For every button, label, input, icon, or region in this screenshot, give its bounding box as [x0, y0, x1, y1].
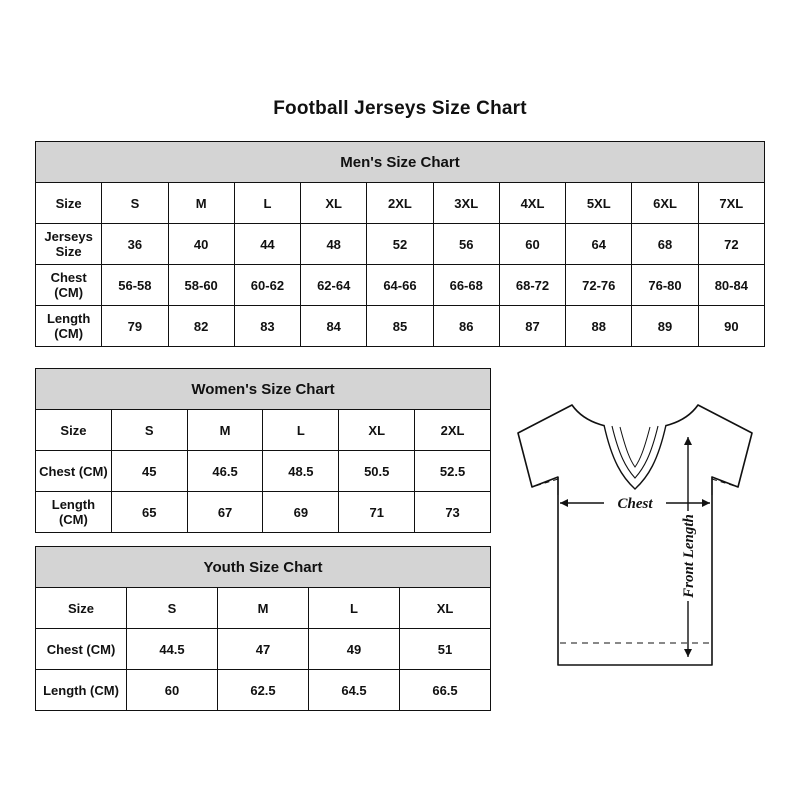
table-cell: 45 — [111, 451, 187, 492]
table-cell: 58-60 — [168, 265, 234, 306]
table-cell: 47 — [218, 629, 309, 670]
table-row — [36, 451, 491, 492]
table-cell: XL — [301, 183, 367, 224]
row-label: Jerseys Size — [36, 224, 102, 265]
table-cell: 72-76 — [566, 265, 632, 306]
table-cell: 82 — [168, 306, 234, 347]
table-cell: S — [102, 183, 168, 224]
table-row — [36, 492, 491, 533]
table-cell: 64 — [566, 224, 632, 265]
table-cell: 48 — [301, 224, 367, 265]
table-cell: 68 — [632, 224, 698, 265]
table-cell: 48.5 — [263, 451, 339, 492]
table-cell: 52.5 — [415, 451, 491, 492]
table-cell: S — [111, 410, 187, 451]
table-cell: 5XL — [566, 183, 632, 224]
table-cell: 60 — [127, 670, 218, 711]
mens-size-table — [35, 141, 765, 347]
table-cell: 40 — [168, 224, 234, 265]
row-label: Chest (CM) — [36, 451, 112, 492]
chest-label: Chest — [617, 496, 653, 512]
table-cell: M — [187, 410, 263, 451]
table-cell: 62.5 — [218, 670, 309, 711]
table-cell: 66.5 — [400, 670, 491, 711]
table-header-row — [36, 547, 491, 588]
table-row — [36, 588, 491, 629]
table-header-row — [36, 142, 765, 183]
table-cell: 60-62 — [234, 265, 300, 306]
table-cell: 56 — [433, 224, 499, 265]
row-label: Chest (CM) — [36, 629, 127, 670]
youth-table-header: Youth Size Chart — [36, 547, 491, 588]
table-cell: 64-66 — [367, 265, 433, 306]
table-cell: 67 — [187, 492, 263, 533]
table-cell: 52 — [367, 224, 433, 265]
table-cell: 46.5 — [187, 451, 263, 492]
womens-table-header: Women's Size Chart — [36, 369, 491, 410]
row-label: Size — [36, 410, 112, 451]
table-cell: XL — [400, 588, 491, 629]
table-cell: S — [127, 588, 218, 629]
table-row — [36, 410, 491, 451]
table-row — [36, 306, 765, 347]
youth-size-table — [35, 546, 491, 711]
table-cell: M — [218, 588, 309, 629]
table-cell: 68-72 — [499, 265, 565, 306]
table-cell: 36 — [102, 224, 168, 265]
table-cell: 87 — [499, 306, 565, 347]
table-cell: 44 — [234, 224, 300, 265]
table-cell: 66-68 — [433, 265, 499, 306]
table-header-row — [36, 369, 491, 410]
table-cell: 44.5 — [127, 629, 218, 670]
table-cell: 69 — [263, 492, 339, 533]
table-cell: M — [168, 183, 234, 224]
table-row — [36, 670, 491, 711]
table-cell: 80-84 — [698, 265, 764, 306]
row-label: Length (CM) — [36, 670, 127, 711]
table-cell: 72 — [698, 224, 764, 265]
table-cell: 50.5 — [339, 451, 415, 492]
row-label: Chest (CM) — [36, 265, 102, 306]
table-row — [36, 265, 765, 306]
table-row — [36, 183, 765, 224]
table-cell: 65 — [111, 492, 187, 533]
table-cell: 83 — [234, 306, 300, 347]
table-cell: 79 — [102, 306, 168, 347]
table-cell: 88 — [566, 306, 632, 347]
table-cell: L — [309, 588, 400, 629]
row-label: Size — [36, 183, 102, 224]
mens-table-header: Men's Size Chart — [36, 142, 765, 183]
table-cell: 62-64 — [301, 265, 367, 306]
table-cell: 4XL — [499, 183, 565, 224]
table-cell: 85 — [367, 306, 433, 347]
page-title: Football Jerseys Size Chart — [273, 98, 527, 119]
table-cell: 3XL — [433, 183, 499, 224]
row-label: Size — [36, 588, 127, 629]
table-cell: 73 — [415, 492, 491, 533]
jersey-measurement-diagram — [500, 395, 770, 685]
table-cell: 2XL — [367, 183, 433, 224]
table-cell: 6XL — [632, 183, 698, 224]
table-cell: 86 — [433, 306, 499, 347]
front-length-label: Front Length — [681, 514, 697, 598]
table-row — [36, 224, 765, 265]
table-cell: 49 — [309, 629, 400, 670]
row-label: Length (CM) — [36, 492, 112, 533]
table-cell: 90 — [698, 306, 764, 347]
table-cell: 84 — [301, 306, 367, 347]
table-cell: 51 — [400, 629, 491, 670]
row-label: Length (CM) — [36, 306, 102, 347]
table-cell: 64.5 — [309, 670, 400, 711]
table-cell: L — [263, 410, 339, 451]
table-cell: 60 — [499, 224, 565, 265]
table-cell: 76-80 — [632, 265, 698, 306]
table-row — [36, 629, 491, 670]
table-cell: 71 — [339, 492, 415, 533]
table-cell: 7XL — [698, 183, 764, 224]
table-cell: L — [234, 183, 300, 224]
table-cell: 56-58 — [102, 265, 168, 306]
womens-size-table — [35, 368, 491, 533]
table-cell: 2XL — [415, 410, 491, 451]
table-cell: XL — [339, 410, 415, 451]
table-cell: 89 — [632, 306, 698, 347]
